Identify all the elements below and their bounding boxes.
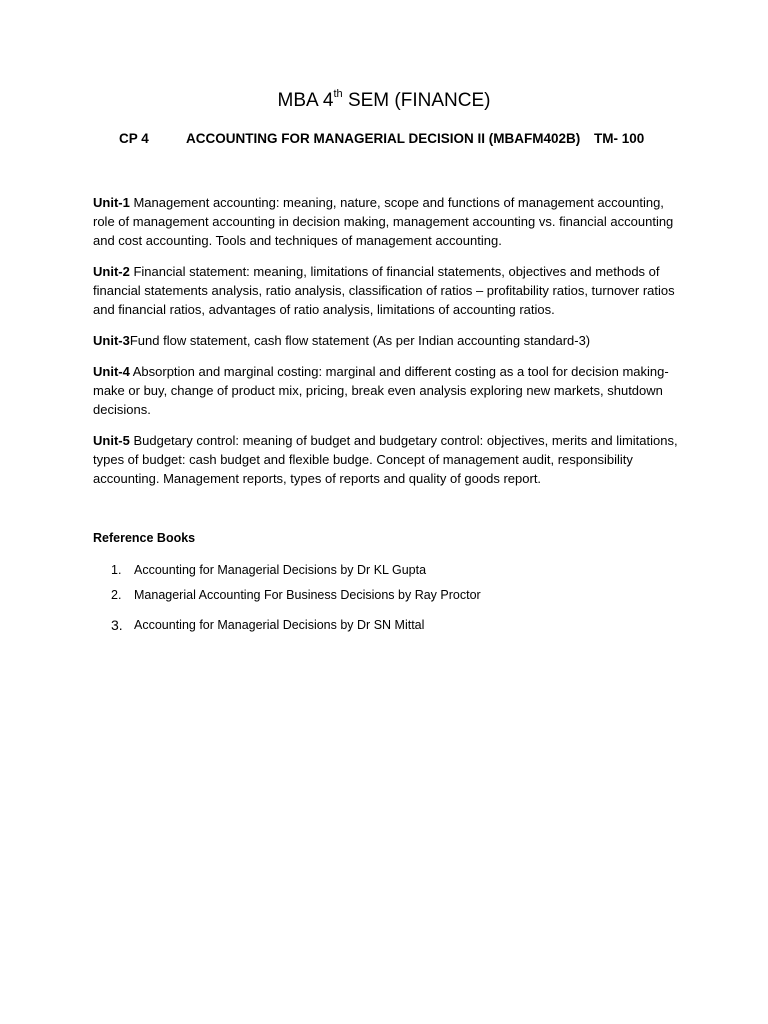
title-superscript: th: [333, 87, 343, 100]
syllabus-units: [93, 193, 678, 500]
course-code: CP 4: [119, 131, 149, 146]
reference-text: Managerial Accounting For Business Decisions by Ray Proctor: [134, 588, 481, 602]
unit-2: [93, 262, 678, 319]
list-number: 2.: [111, 588, 122, 602]
title-prefix: MBA 4: [277, 90, 334, 111]
list-number: 3.: [111, 617, 123, 633]
unit-1: [93, 193, 678, 250]
unit-label: Unit-5: [93, 433, 130, 448]
course-name: ACCOUNTING FOR MANAGERIAL DECISION II (MBAFM402B): [186, 131, 581, 146]
unit-label: Unit-4: [93, 364, 130, 379]
unit-text: Financial statement: meaning, limitations of financial statements, objectives and methods of financial statements analysis, ratio analysis, classification of ratios – profitability ratios, turnover ratios and financial ratios, advantages of ratio analysis, limitations of accounting ratios.: [93, 264, 675, 317]
reference-text: Accounting for Managerial Decisions by Dr KL Gupta: [134, 563, 427, 577]
unit-label: Unit-1: [93, 195, 130, 210]
reference-text: Accounting for Managerial Decisions by Dr SN Mittal: [134, 618, 425, 632]
unit-text: Management accounting: meaning, nature, scope and functions of management accounting, role of management accounting in decision making, management accounting vs. financial accounting and cost accounting. Tools and techniques of management accounting.: [93, 195, 674, 248]
unit-label: Unit-2: [93, 264, 130, 279]
unit-5: [93, 431, 678, 488]
unit-3: [93, 331, 678, 350]
list-number: 1.: [111, 563, 122, 577]
reference-books-heading: Reference Books: [93, 531, 196, 545]
unit-text: Absorption and marginal costing: marginal and different costing as a tool for decision making-make or buy, change of product mix, pricing, break even analysis exploring new markets, shutdown decisions.: [93, 364, 669, 417]
unit-text: Fund flow statement, cash flow statement (As per Indian accounting standard-3): [129, 333, 591, 348]
unit-label: Unit-3: [93, 333, 130, 348]
unit-text: Budgetary control: meaning of budget and budgetary control: objectives, merits and limitations, types of budget: cash budget and flexible budge. Concept of management audit, responsibility accounting. Management reports, types of reports and quality of goods report.: [93, 433, 678, 486]
unit-4: [93, 362, 678, 419]
page-title: [0, 88, 768, 114]
title-suffix: SEM (FINANCE): [342, 90, 491, 111]
total-marks: TM- 100: [594, 131, 645, 146]
